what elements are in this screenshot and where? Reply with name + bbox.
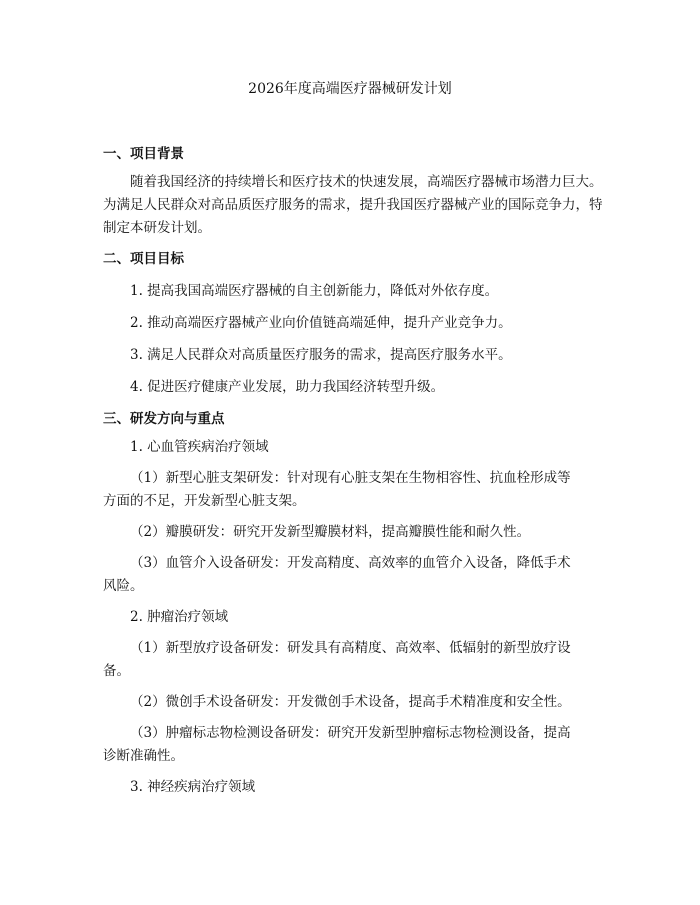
- goal-item: 4. 促进医疗健康产业发展，助力我国经济转型升级。: [130, 379, 445, 395]
- section-heading-background: 一、项目背景: [103, 146, 184, 162]
- goal-item: 3. 满足人民群众对高质量医疗服务的需求，提高医疗服务水平。: [130, 347, 512, 363]
- area-item: （2）微创手术设备研发：开发微创手术设备，提高手术精准度和安全性。: [130, 694, 571, 710]
- goal-item: 2. 推动高端医疗器械产业向价值链高端延伸，提升产业竞争力。: [130, 315, 512, 331]
- area-item: （3）肿瘤标志物检测设备研发：研究开发新型肿瘤标志物检测设备，提高诊断准确性。: [103, 725, 571, 764]
- area-item: （2）瓣膜研发：研究开发新型瓣膜材料，提高瓣膜性能和耐久性。: [130, 524, 531, 540]
- area-item: （1）新型放疗设备研发：研发具有高精度、高效率、低辐射的新型放疗设备。: [103, 640, 571, 679]
- area-title-oncology: 2. 肿瘤治疗领域: [130, 609, 229, 625]
- background-paragraph: 随着我国经济的持续增长和医疗技术的快速发展，高端医疗器械市场潜力巨大。为满足人民群众对高品质医疗服务的需求，提升我国医疗器械产业的国际竞争力，特制定本研发计划。: [103, 174, 603, 236]
- document-title: 2026年度高端医疗器械研发计划: [248, 81, 452, 97]
- area-title-neurology: 3. 神经疾病治疗领域: [130, 779, 256, 795]
- goal-item: 1. 提高我国高端医疗器械的自主创新能力，降低对外依存度。: [130, 283, 499, 299]
- section-heading-directions: 三、研发方向与重点: [103, 411, 225, 427]
- area-item: （3）血管介入设备研发：开发高精度、高效率的血管介入设备，降低手术风险。: [103, 555, 571, 594]
- area-title-cardiovascular: 1. 心血管疾病治疗领域: [130, 439, 269, 455]
- section-heading-goals: 二、项目目标: [103, 251, 184, 267]
- area-item: （1）新型心脏支架研发：针对现有心脏支架在生物相容性、抗血栓形成等方面的不足，开发新型心脏支架。: [103, 470, 571, 509]
